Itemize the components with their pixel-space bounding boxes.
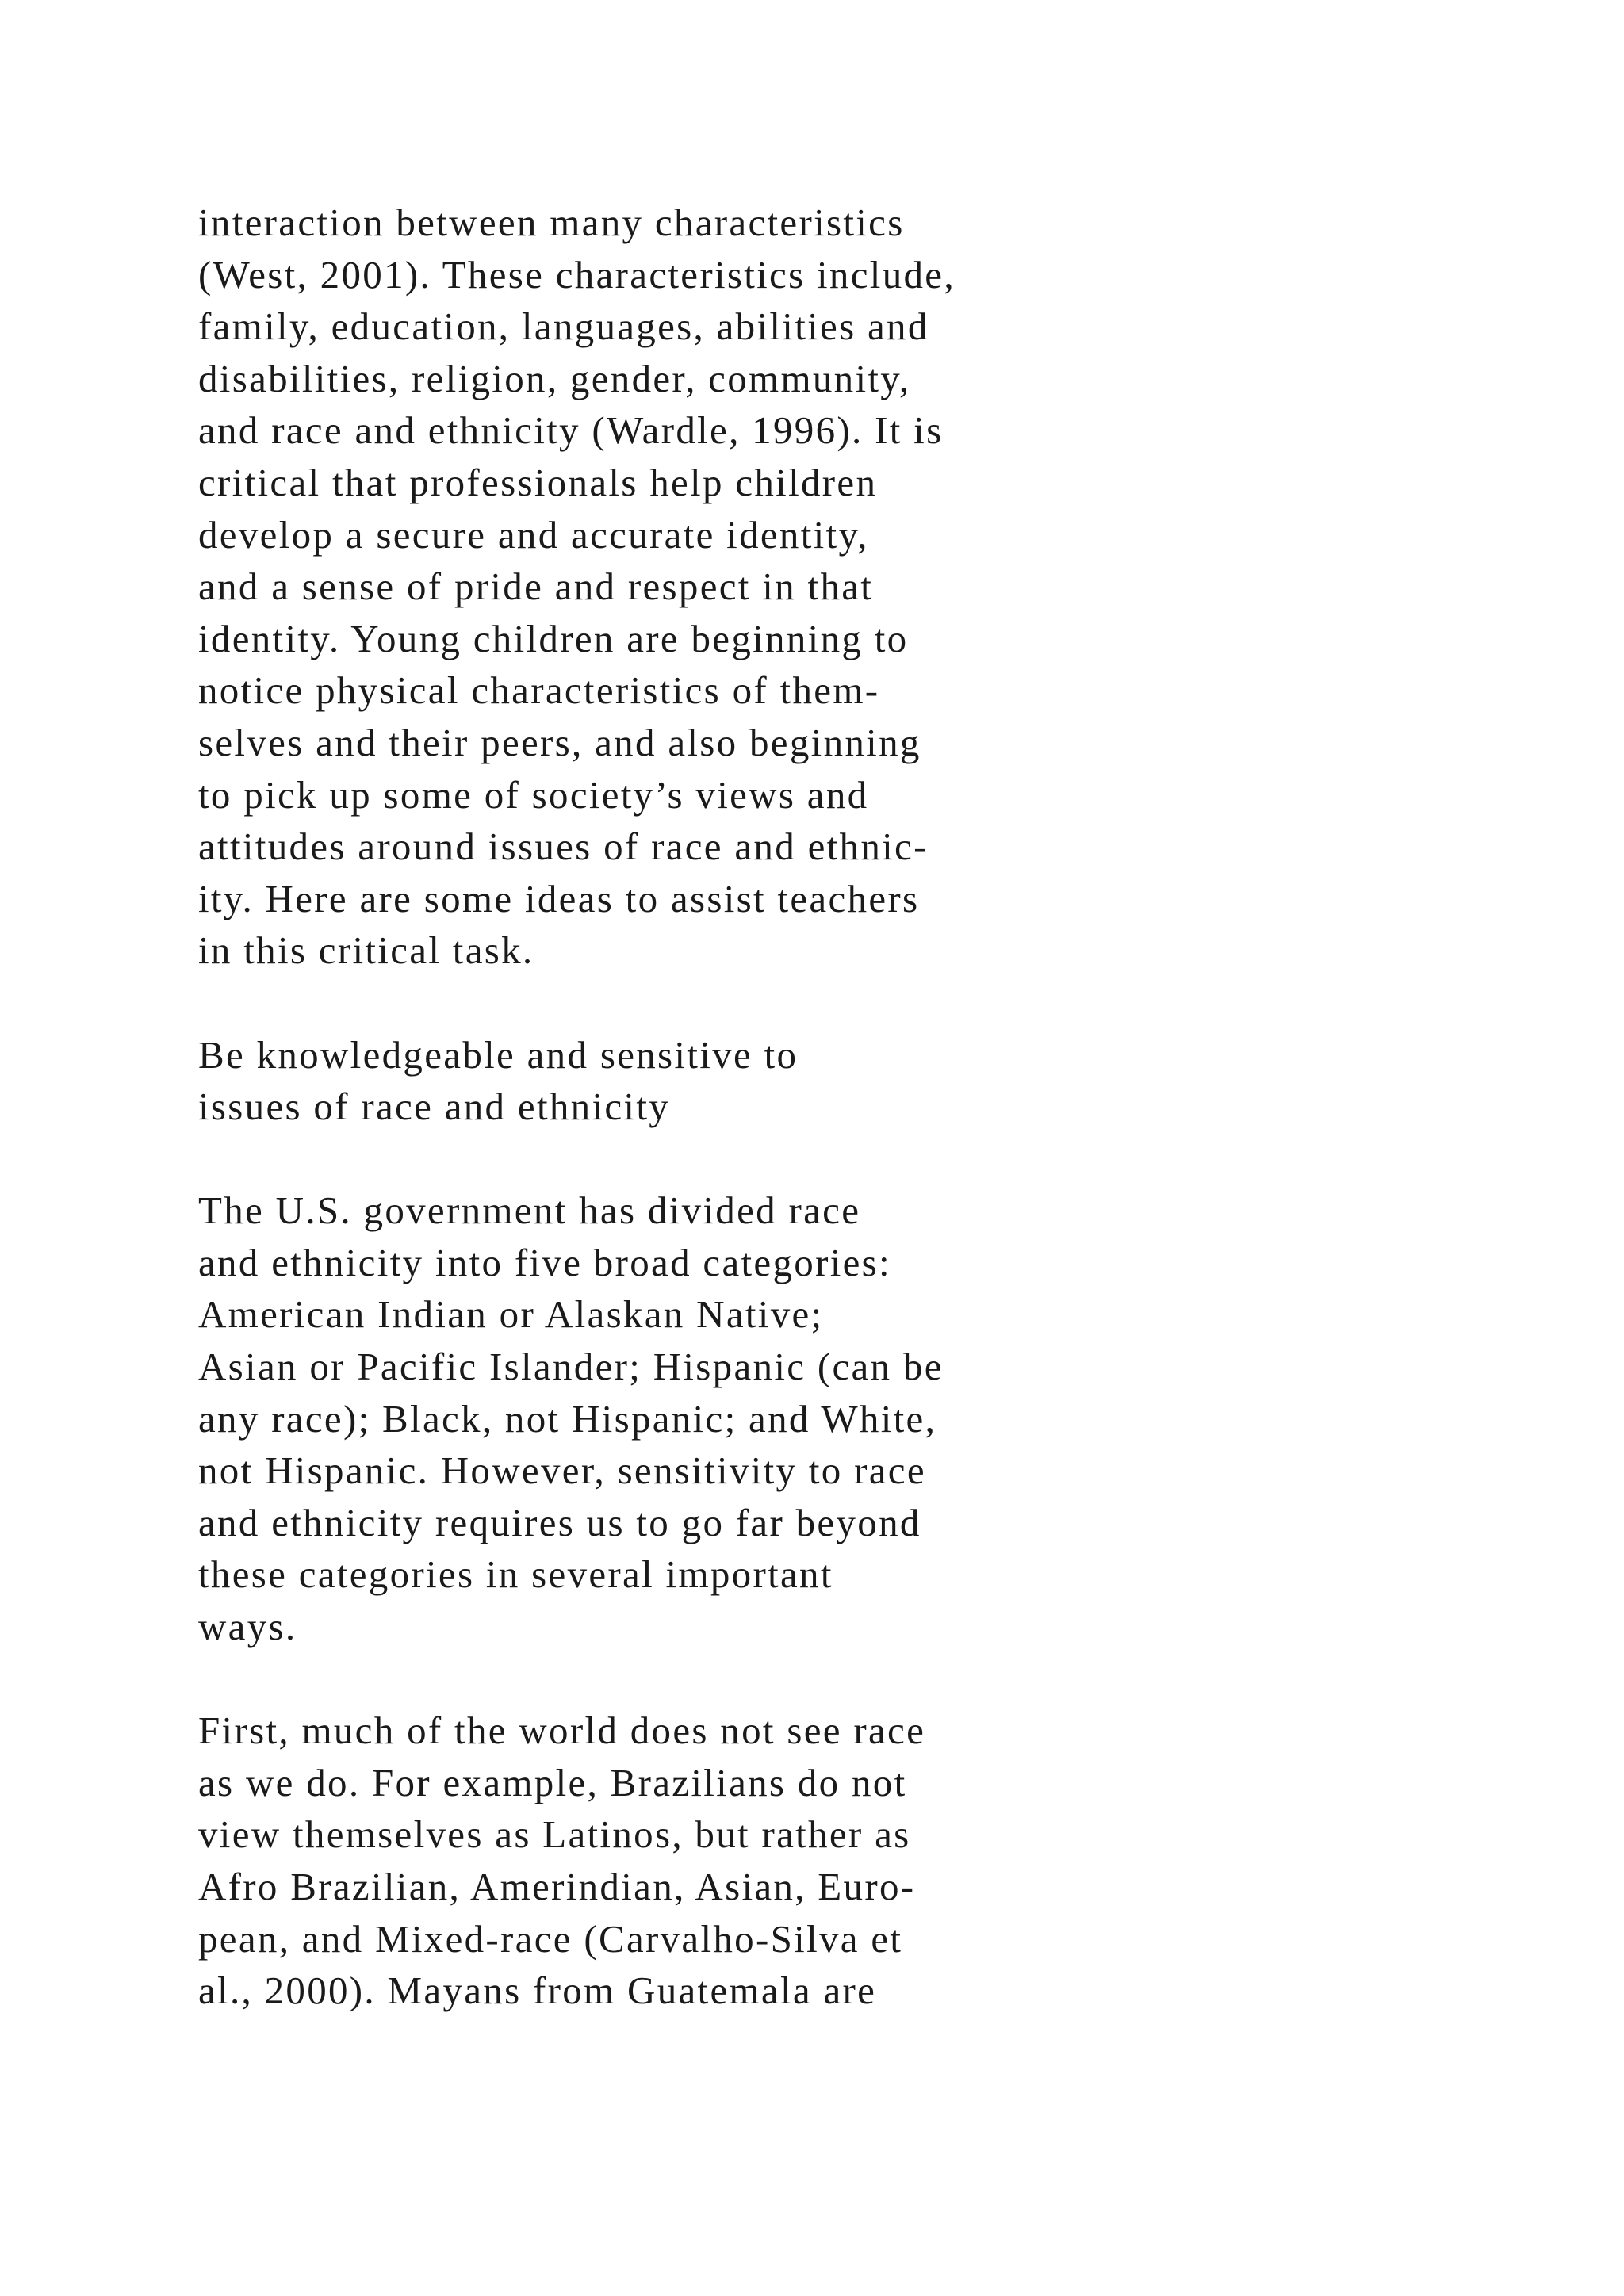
text-line: any race); Black, not Hispanic; and White, xyxy=(198,1396,937,1441)
text-line: these categories in several important xyxy=(198,1552,833,1597)
text-line: Asian or Pacific Islander; Hispanic (can be xyxy=(198,1345,944,1389)
text-line: and a sense of pride and respect in that xyxy=(198,564,874,609)
text-line: The U.S. government has divided race xyxy=(198,1188,861,1233)
text-line: First, much of the world does not see race xyxy=(198,1709,926,1753)
text-line: develop a secure and accurate identity, xyxy=(198,512,869,557)
text-line: and ethnicity requires us to go far beyond xyxy=(198,1500,921,1544)
text-line: family, education, languages, abilities and xyxy=(198,304,929,349)
paragraph-identity xyxy=(198,197,1308,977)
text-line: identity. Young children are beginning to xyxy=(198,616,909,660)
text-line: critical that professionals help children xyxy=(198,460,878,504)
paragraph-spacer xyxy=(198,977,1308,1029)
text-line: ity. Here are some ideas to assist teachers xyxy=(198,876,920,920)
body-text xyxy=(198,197,1308,2017)
text-line: Afro Brazilian, Amerindian, Asian, Euro- xyxy=(198,1865,916,1908)
text-line: as we do. For example, Brazilians do not xyxy=(198,1760,907,1804)
text-line: to pick up some of society’s views and xyxy=(198,772,869,817)
text-line: interaction between many characteristics xyxy=(198,201,905,244)
section-heading xyxy=(198,1029,1308,1133)
text-line: American Indian or Alaskan Native; xyxy=(198,1292,824,1337)
paragraph-world-views xyxy=(198,1705,1308,2017)
text-line: ways. xyxy=(198,1605,297,1649)
text-line: not Hispanic. However, sensitivity to race xyxy=(198,1448,926,1493)
text-line: (West, 2001). These characteristics include, xyxy=(198,252,956,297)
paragraph-spacer xyxy=(198,1133,1308,1185)
text-line: view themselves as Latinos, but rather as xyxy=(198,1812,911,1857)
text-line: al., 2000). Mayans from Guatemala are xyxy=(198,1969,877,2013)
heading-line: issues of race and ethnicity xyxy=(198,1085,671,1129)
heading-line: Be knowledgeable and sensitive to xyxy=(198,1032,799,1077)
paragraph-spacer xyxy=(198,1653,1308,1705)
text-line: notice physical characteristics of them- xyxy=(198,668,880,713)
text-line: and ethnicity into five broad categories: xyxy=(198,1240,891,1284)
text-line: in this critical task. xyxy=(198,928,534,973)
text-line: and race and ethnicity (Wardle, 1996). It is xyxy=(198,408,944,453)
text-line: disabilities, religion, gender, community, xyxy=(198,356,911,400)
text-line: pean, and Mixed-race (Carvalho-Silva et xyxy=(198,1916,903,1961)
text-line: selves and their peers, and also beginning xyxy=(198,720,921,764)
paragraph-government-categories xyxy=(198,1184,1308,1652)
text-line: attitudes around issues of race and ethnic- xyxy=(198,825,929,869)
